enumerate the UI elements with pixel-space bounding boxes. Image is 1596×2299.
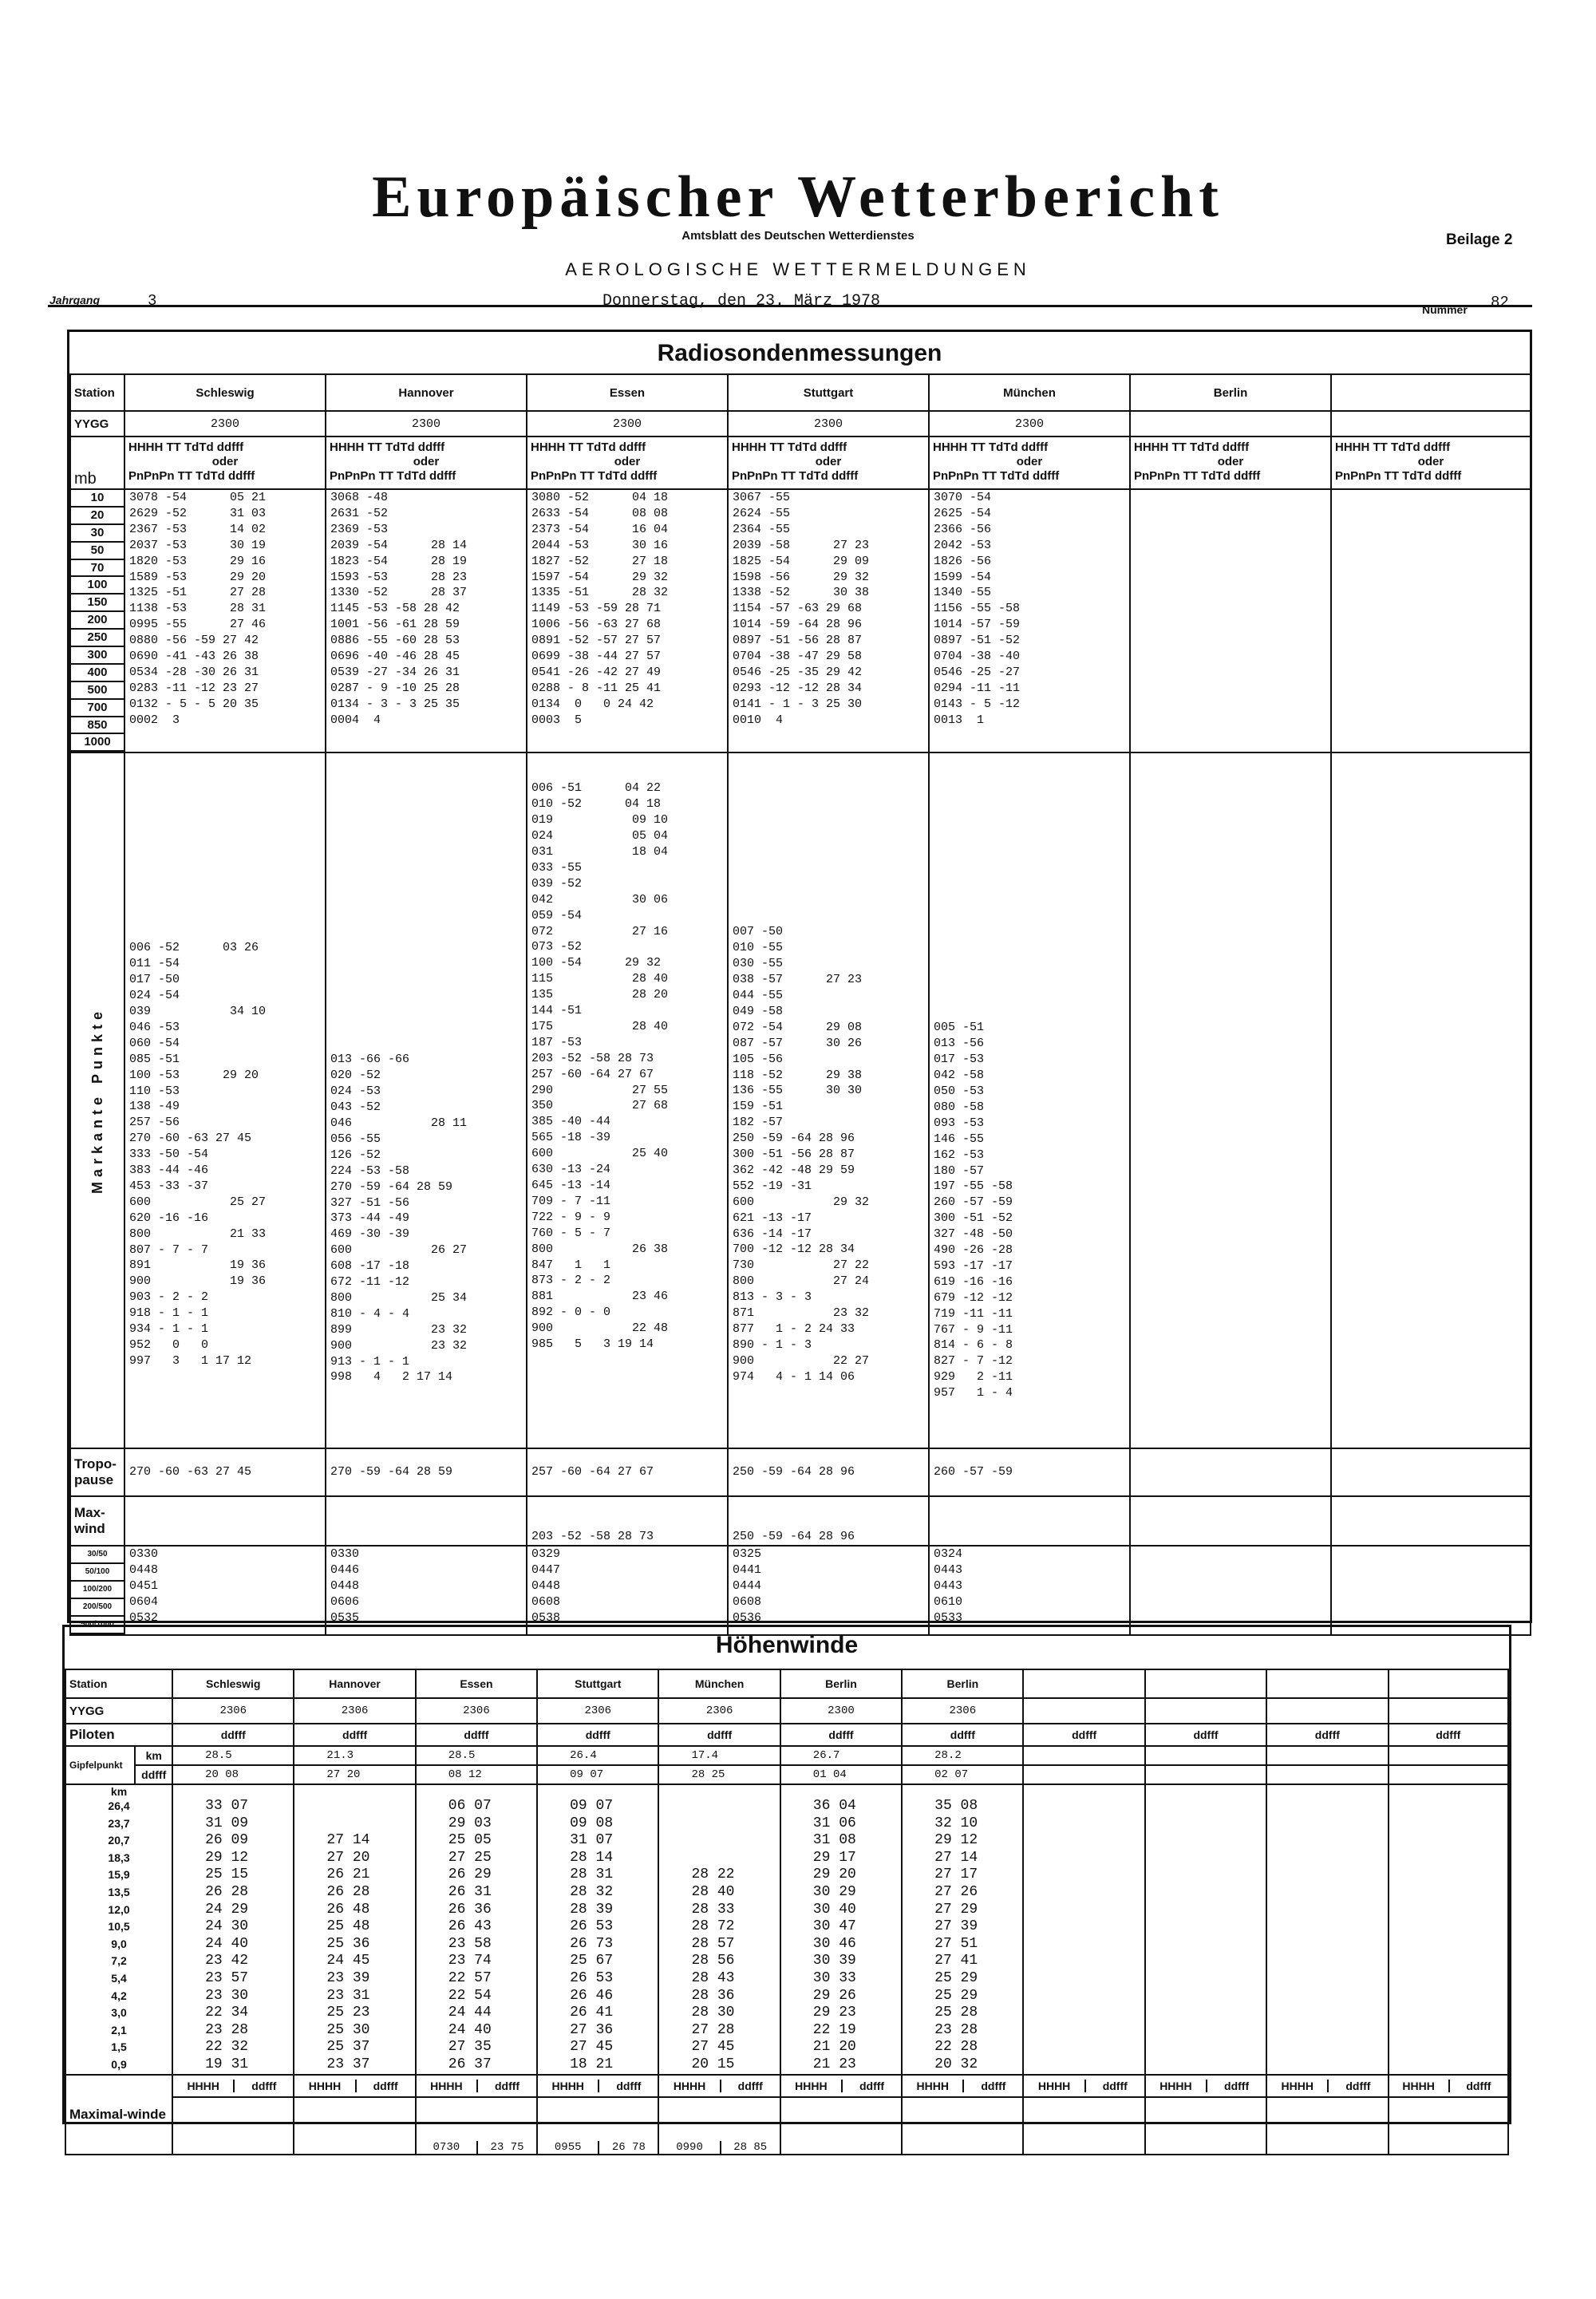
maximal-cell bbox=[658, 2097, 780, 2155]
gipfel-km bbox=[1023, 1746, 1144, 1765]
maximal-header bbox=[294, 2075, 415, 2097]
height-level: 20,7 bbox=[108, 1834, 130, 1847]
height-levels bbox=[65, 1784, 172, 2075]
km-label: km bbox=[110, 1785, 128, 1798]
gipfel-km bbox=[1266, 1746, 1388, 1765]
markante-label-cell bbox=[70, 753, 124, 1448]
level-label: 300 bbox=[71, 647, 124, 665]
maximal-cell bbox=[902, 2097, 1023, 2155]
gipfel-km: 28.2 bbox=[902, 1746, 1023, 1765]
station-name: Berlin bbox=[1130, 374, 1331, 411]
gipfel-km: 17.4 bbox=[658, 1746, 780, 1765]
jahrgang-value: 3 bbox=[148, 292, 157, 310]
ddfff-header: ddfff bbox=[1023, 1724, 1144, 1746]
gipfel-dd: 27 20 bbox=[294, 1765, 415, 1784]
gipfel-dd bbox=[1266, 1765, 1388, 1784]
tropopause-data bbox=[1331, 1448, 1531, 1496]
station-name: Stuttgart bbox=[728, 374, 929, 411]
issue-date: Donnerstag, den 23. März 1978 bbox=[602, 292, 881, 310]
tropopause-data: 257 -60 -64 27 67 bbox=[527, 1448, 728, 1496]
pressure-levels bbox=[70, 489, 124, 753]
nummer-value: 82 bbox=[1491, 294, 1509, 311]
tropopause-data: 270 -59 -64 28 59 bbox=[326, 1448, 527, 1496]
thickness-data: 0330 0446 0448 0606 0535 bbox=[326, 1546, 527, 1634]
wind-column: 09 07 09 08 31 07 28 14 28 31 28 32 28 39 26 53 26 73 25 67 26 53 26 46 26 41 27 36 27 45 18 21 bbox=[537, 1784, 658, 2075]
wind-column: 27 14 27 20 26 21 26 28 26 48 25 48 25 36 24 45 23 39 23 31 25 23 25 30 25 37 23 37 bbox=[294, 1784, 415, 2075]
radiosonde-panel bbox=[67, 330, 1532, 1629]
yygg-value: 2300 bbox=[527, 411, 728, 436]
standard-levels-data: 3068 -48 2631 -52 2369 -53 2039 -54 28 14 1823 -54 28 19 1593 -53 28 23 1330 -52 28 37 1145 -53 -58 28 42 1001 -56 -61 28 59 0886 -55 -60 28 53 0696 -40 -46 28 45 0539 -27 -34 26 31 0287 - 9 -10 25 28 0134 - 3 - 3 25 35 0004 4 bbox=[326, 489, 527, 753]
standard-levels-data: 3080 -52 04 18 2633 -54 08 08 2373 -54 16 04 2044 -53 30 16 1827 -52 27 18 1597 -54 29 32 1335 -51 28 32 1149 -53 -59 28 71 1006 -56 -63 27 68 0891 -52 -57 27 57 0699 -38 -44 27 57 0541 -26 -42 27 49 0288 - 8 -11 25 41 0134 0 0 24 42 0003 5 bbox=[527, 489, 728, 753]
thickness-data bbox=[1130, 1546, 1331, 1634]
wind-column: 06 07 29 03 25 05 27 25 26 29 26 31 26 36 26 43 23 58 23 74 22 57 22 54 24 44 24 40 27 35 26 37 bbox=[416, 1784, 537, 2075]
level-label: 700 bbox=[71, 700, 124, 717]
gipfel-km-label: km bbox=[135, 1746, 172, 1765]
subtitle: Amtsblatt des Deutschen Wetterdienstes bbox=[681, 229, 915, 243]
level-label: 1000 bbox=[71, 734, 124, 752]
maximal-hhhh: 0990 bbox=[659, 2141, 721, 2154]
gipfel-km: 28.5 bbox=[172, 1746, 294, 1765]
height-level: 23,7 bbox=[108, 1816, 130, 1830]
gipfel-dd: 20 08 bbox=[172, 1765, 294, 1784]
wind-yygg: 2300 bbox=[780, 1698, 902, 1724]
gipfel-dd: 01 04 bbox=[780, 1765, 902, 1784]
wind-yygg: 2306 bbox=[902, 1698, 1023, 1724]
column-header: HHHH TT TdTd ddfff oder PnPnPn TT TdTd ddfff bbox=[527, 436, 728, 489]
station-label: Station bbox=[70, 374, 124, 411]
ddfff-header: ddfff bbox=[1224, 2079, 1250, 2092]
gipfel-dd: 02 07 bbox=[902, 1765, 1023, 1784]
level-label: 150 bbox=[71, 595, 124, 612]
standard-levels-data bbox=[1130, 489, 1331, 753]
radiosonde-title: Radiosondenmessungen bbox=[657, 340, 942, 366]
station-name: Essen bbox=[527, 374, 728, 411]
height-level: 3,0 bbox=[111, 2006, 127, 2020]
wind-station: Hannover bbox=[294, 1669, 415, 1698]
ddfff-header: ddfff bbox=[251, 2079, 277, 2092]
yygg-value bbox=[1130, 411, 1331, 436]
level-label: 100 bbox=[71, 577, 124, 595]
page-title: Europäischer Wetterbericht bbox=[372, 164, 1224, 230]
level-label: 850 bbox=[71, 717, 124, 735]
station-name bbox=[1331, 374, 1531, 411]
wind-column: 33 07 31 09 26 09 29 12 25 15 26 28 24 29 24 30 24 40 23 42 23 57 23 30 22 34 23 28 22 32 19 31 bbox=[172, 1784, 294, 2075]
hoehenwinde-table bbox=[65, 1669, 1509, 2155]
thickness-label: 30/50 bbox=[71, 1546, 124, 1564]
maximal-ddfff: 23 75 bbox=[490, 2140, 524, 2154]
level-label: 250 bbox=[71, 630, 124, 647]
maximal-cell bbox=[780, 2097, 902, 2155]
hhhh-header: HHHH bbox=[1389, 2080, 1450, 2092]
gipfel-label: Gipfelpunkt bbox=[65, 1746, 135, 1784]
wind-station: München bbox=[658, 1669, 780, 1698]
ddfff-header: ddfff bbox=[780, 1724, 902, 1746]
level-label: 10 bbox=[71, 490, 124, 508]
height-level: 7,2 bbox=[111, 1954, 127, 1968]
beilage: Beilage 2 bbox=[1446, 231, 1513, 248]
maxwind-label: Max-wind bbox=[70, 1496, 124, 1546]
maxwind-data bbox=[929, 1496, 1130, 1546]
level-label: 500 bbox=[71, 682, 124, 700]
hhhh-header: HHHH bbox=[173, 2080, 235, 2092]
height-level: 0,9 bbox=[111, 2057, 127, 2071]
yygg-value: 2300 bbox=[728, 411, 929, 436]
column-header: HHHH TT TdTd ddfff oder PnPnPn TT TdTd ddfff bbox=[1130, 436, 1331, 489]
maximal-cell bbox=[1389, 2097, 1508, 2155]
thickness-data: 0325 0441 0444 0608 0536 bbox=[728, 1546, 929, 1634]
jahrgang-label: Jahrgang bbox=[49, 294, 101, 306]
column-header: HHHH TT TdTd ddfff oder PnPnPn TT TdTd ddfff bbox=[124, 436, 326, 489]
maximal-ddfff: 28 85 bbox=[733, 2140, 768, 2154]
column-header: HHHH TT TdTd ddfff oder PnPnPn TT TdTd ddfff bbox=[326, 436, 527, 489]
tropo-label: Tropo-pause bbox=[70, 1448, 124, 1496]
wind-yygg bbox=[1389, 1698, 1508, 1724]
maximal-header bbox=[537, 2075, 658, 2097]
hhhh-header: HHHH bbox=[538, 2080, 599, 2092]
thickness-label: 500/1000 bbox=[71, 1617, 124, 1634]
height-level: 26,4 bbox=[108, 1799, 130, 1812]
ddfff-header: ddfff bbox=[658, 1724, 780, 1746]
thickness-data bbox=[1331, 1546, 1531, 1634]
level-label: 400 bbox=[71, 665, 124, 682]
ddfff-header: ddfff bbox=[1389, 1724, 1508, 1746]
station-label: Station bbox=[65, 1669, 172, 1698]
gipfel-dd-label: ddfff bbox=[135, 1765, 172, 1784]
hhhh-header: HHHH bbox=[1267, 2080, 1329, 2092]
piloten-label: Piloten bbox=[65, 1724, 172, 1746]
wind-column: 36 04 31 06 31 08 29 17 29 20 30 29 30 40 30 47 30 46 30 39 30 33 29 26 29 23 22 19 21 20 21 23 bbox=[780, 1784, 902, 2075]
gipfel-dd bbox=[1023, 1765, 1144, 1784]
wind-column: 35 08 32 10 29 12 27 14 27 17 27 26 27 29 27 39 27 51 27 41 25 29 25 29 25 28 23 28 22 28 20 32 bbox=[902, 1784, 1023, 2075]
maximal-cell bbox=[416, 2097, 537, 2155]
wind-column bbox=[1389, 1784, 1508, 2075]
ddfff-header: ddfff bbox=[902, 1724, 1023, 1746]
wind-station: Berlin bbox=[780, 1669, 902, 1698]
height-level: 13,5 bbox=[108, 1885, 130, 1898]
significant-points-data bbox=[1130, 753, 1331, 1448]
hhhh-header: HHHH bbox=[294, 2080, 356, 2092]
maximal-cell bbox=[294, 2097, 415, 2155]
height-level: 10,5 bbox=[108, 1920, 130, 1934]
hhhh-header: HHHH bbox=[417, 2080, 478, 2092]
standard-levels-data: 3070 -54 2625 -54 2366 -56 2042 -53 1826 -56 1599 -54 1340 -55 1156 -55 -58 1014 -57 -59 0897 -51 -52 0704 -38 -40 0546 -25 -27 0294 -11 -11 0143 - 5 -12 0013 1 bbox=[929, 489, 1130, 753]
maxwind-data bbox=[124, 1496, 326, 1546]
thickness-label: 200/500 bbox=[71, 1599, 124, 1617]
yygg-label: YYGG bbox=[70, 411, 124, 436]
height-level: 9,0 bbox=[111, 1937, 127, 1950]
thickness-label: 100/200 bbox=[71, 1582, 124, 1599]
maximal-cell bbox=[537, 2097, 658, 2155]
markante-label: Markante Punkte bbox=[89, 1007, 105, 1195]
hhhh-header: HHHH bbox=[659, 2080, 721, 2092]
standard-levels-data: 3078 -54 05 21 2629 -52 31 03 2367 -53 14 02 2037 -53 30 19 1820 -53 29 16 1589 -53 29 20 1325 -51 27 28 1138 -53 28 31 0995 -55 27 46 0880 -56 -59 27 42 0690 -41 -43 26 38 0534 -28 -30 26 31 0283 -11 -12 23 27 0132 - 5 - 5 20 35 0002 3 bbox=[124, 489, 326, 753]
maximal-header bbox=[1266, 2075, 1388, 2097]
significant-points-data: 006 -51 04 22 010 -52 04 18 019 09 10 024 05 04 031 18 04 033 -55 039 -52 042 30 06 059 -54 072 27 16 073 -52 100 -54 29 32 115 28 40 135 28 20 144 -51 175 28 40 187 -53 203 -52 -58 28 73 257 -60 -64 27 67 290 27 55 350 27 68 385 -40 -44 565 -18 -39 600 25 40 630 -13 -24 645 -13 -14 709 - 7 -11 722 - 9 - 9 760 - 5 - 7 800 26 38 847 1 1 873 - 2 - 2 881 23 46 892 - 0 - 0 900 22 48 985 5 3 19 14 bbox=[527, 753, 728, 1448]
level-label: 200 bbox=[71, 612, 124, 630]
mb-label: mb bbox=[70, 436, 124, 489]
ddfff-header: ddfff bbox=[1266, 1724, 1388, 1746]
yygg-value: 2300 bbox=[326, 411, 527, 436]
tropopause-data: 250 -59 -64 28 96 bbox=[728, 1448, 929, 1496]
significant-points-data: 013 -66 -66 020 -52 024 -53 043 -52 046 28 11 056 -55 126 -52 224 -53 -58 270 -59 -64 28 59 327 -51 -56 373 -44 -49 469 -30 -39 600 26 27 608 -17 -18 672 -11 -12 800 25 34 810 - 4 - 4 899 23 32 900 23 32 913 - 1 - 1 998 4 2 17 14 bbox=[326, 753, 527, 1448]
ddfff-header: ddfff bbox=[981, 2079, 1006, 2092]
ddfff-header: ddfff bbox=[373, 2079, 398, 2092]
maximal-header bbox=[902, 2075, 1023, 2097]
significant-points-data bbox=[1331, 753, 1531, 1448]
maxwind-data: 250 -59 -64 28 96 bbox=[728, 1496, 929, 1546]
wind-yygg: 2306 bbox=[294, 1698, 415, 1724]
height-level: 18,3 bbox=[108, 1851, 130, 1864]
height-level: 12,0 bbox=[108, 1902, 130, 1916]
ddfff-header: ddfff bbox=[1345, 2079, 1371, 2092]
maximal-ddfff: 26 78 bbox=[611, 2140, 646, 2154]
gipfel-dd: 09 07 bbox=[537, 1765, 658, 1784]
maximal-hhhh: 0730 bbox=[417, 2141, 478, 2154]
gipfel-km: 28.5 bbox=[416, 1746, 537, 1765]
ddfff-header: ddfff bbox=[416, 1724, 537, 1746]
thickness-label: 50/100 bbox=[71, 1564, 124, 1582]
maximal-cell bbox=[1023, 2097, 1144, 2155]
wind-station: Schleswig bbox=[172, 1669, 294, 1698]
maximal-hhhh: 0955 bbox=[538, 2141, 599, 2154]
wind-column bbox=[1023, 1784, 1144, 2075]
column-header: HHHH TT TdTd ddfff oder PnPnPn TT TdTd ddfff bbox=[728, 436, 929, 489]
gipfel-km bbox=[1389, 1746, 1508, 1765]
ddfff-header: ddfff bbox=[859, 2079, 885, 2092]
wind-station bbox=[1266, 1669, 1388, 1698]
significant-points-data: 005 -51 013 -56 017 -53 042 -58 050 -53 080 -58 093 -53 146 -55 162 -53 180 -57 197 -55 -58 260 -57 -59 300 -51 -52 327 -48 -50 490 -26 -28 593 -17 -17 619 -16 -16 679 -12 -12 719 -11 -11 767 - 9 -11 814 - 6 - 8 827 - 7 -12 929 2 -11 957 1 - 4 bbox=[929, 753, 1130, 1448]
nummer-label: Nummer bbox=[1422, 303, 1468, 316]
maximal-header bbox=[416, 2075, 537, 2097]
thickness-data: 0324 0443 0443 0610 0533 bbox=[929, 1546, 1130, 1634]
wind-yygg bbox=[1023, 1698, 1144, 1724]
maxwind-data bbox=[1130, 1496, 1331, 1546]
tropopause-data bbox=[1130, 1448, 1331, 1496]
wind-column: 28 22 28 40 28 33 28 72 28 57 28 56 28 43 28 36 28 30 27 28 27 45 20 15 bbox=[658, 1784, 780, 2075]
ddfff-header: ddfff bbox=[1102, 2079, 1128, 2092]
maximal-header bbox=[780, 2075, 902, 2097]
maximal-label: Maximal-winde bbox=[65, 2075, 172, 2155]
height-level: 15,9 bbox=[108, 1868, 130, 1882]
level-label: 50 bbox=[71, 543, 124, 560]
hhhh-header: HHHH bbox=[1024, 2080, 1085, 2092]
gipfel-km bbox=[1145, 1746, 1266, 1765]
gipfel-dd bbox=[1389, 1765, 1508, 1784]
ddfff-header: ddfff bbox=[616, 2079, 642, 2092]
tropopause-data: 270 -60 -63 27 45 bbox=[124, 1448, 326, 1496]
section-heading: AEROLOGISCHE WETTERMELDUNGEN bbox=[565, 259, 1031, 279]
ddfff-header: ddfff bbox=[1466, 2079, 1491, 2092]
maxwind-data bbox=[1331, 1496, 1531, 1546]
significant-points-data: 007 -50 010 -55 030 -55 038 -57 27 23 044 -55 049 -58 072 -54 29 08 087 -57 30 26 105 -56 118 -52 29 38 136 -55 30 30 159 -51 182 -57 250 -59 -64 28 96 300 -51 -56 28 87 362 -42 -48 29 59 552 -19 -31 600 29 32 621 -13 -17 636 -14 -17 700 -12 -12 28 34 730 27 22 800 27 24 813 - 3 - 3 871 23 32 877 1 - 2 24 33 890 - 1 - 3 900 22 27 974 4 - 1 14 06 bbox=[728, 753, 929, 1448]
maximal-header bbox=[1389, 2075, 1508, 2097]
hoehenwinde-title: Höhenwinde bbox=[715, 1632, 859, 1658]
height-level: 4,2 bbox=[111, 1989, 127, 2002]
wind-column bbox=[1145, 1784, 1266, 2075]
maximal-cell bbox=[1266, 2097, 1388, 2155]
thickness-data: 0329 0447 0448 0608 0538 bbox=[527, 1546, 728, 1634]
maximal-header bbox=[1145, 2075, 1266, 2097]
gipfel-km: 26.4 bbox=[537, 1746, 658, 1765]
maximal-header bbox=[658, 2075, 780, 2097]
maxwind-data: 203 -52 -58 28 73 bbox=[527, 1496, 728, 1546]
height-level: 1,5 bbox=[111, 2040, 127, 2054]
ddfff-header: ddfff bbox=[494, 2079, 520, 2092]
gipfel-km: 26.7 bbox=[780, 1746, 902, 1765]
yygg-label: YYGG bbox=[65, 1698, 172, 1724]
ddfff-header: ddfff bbox=[294, 1724, 415, 1746]
hhhh-header: HHHH bbox=[1146, 2080, 1207, 2092]
station-name: Schleswig bbox=[124, 374, 326, 411]
maximal-cell bbox=[1145, 2097, 1266, 2155]
maximal-header bbox=[1023, 2075, 1144, 2097]
wind-yygg bbox=[1145, 1698, 1266, 1724]
height-level: 5,4 bbox=[111, 1971, 127, 1985]
wind-yygg: 2306 bbox=[658, 1698, 780, 1724]
yygg-value: 2300 bbox=[124, 411, 326, 436]
radiosonde-table bbox=[69, 373, 1531, 1636]
thickness-data: 0330 0448 0451 0604 0532 bbox=[124, 1546, 326, 1634]
ddfff-header: ddfff bbox=[537, 1724, 658, 1746]
wind-station bbox=[1145, 1669, 1266, 1698]
maximal-header bbox=[172, 2075, 294, 2097]
level-label: 30 bbox=[71, 525, 124, 543]
wind-yygg: 2306 bbox=[416, 1698, 537, 1724]
tropopause-data: 260 -57 -59 bbox=[929, 1448, 1130, 1496]
thickness-levels bbox=[70, 1546, 124, 1634]
wind-station: Berlin bbox=[902, 1669, 1023, 1698]
level-label: 20 bbox=[71, 508, 124, 525]
ddfff-header: ddfff bbox=[1145, 1724, 1266, 1746]
significant-points-data: 006 -52 03 26 011 -54 017 -50 024 -54 039 34 10 046 -53 060 -54 085 -51 100 -53 29 20 110 -53 138 -49 257 -56 270 -60 -63 27 45 333 -50 -54 383 -44 -46 453 -33 -37 600 25 27 620 -16 -16 800 21 33 807 - 7 - 7 891 19 36 900 19 36 903 - 2 - 2 918 - 1 - 1 934 - 1 - 1 952 0 0 997 3 1 17 12 bbox=[124, 753, 326, 1448]
wind-station: Stuttgart bbox=[537, 1669, 658, 1698]
hhhh-header: HHHH bbox=[903, 2080, 964, 2092]
yygg-value: 2300 bbox=[929, 411, 1130, 436]
wind-station bbox=[1389, 1669, 1508, 1698]
gipfel-dd: 08 12 bbox=[416, 1765, 537, 1784]
hoehenwinde-panel bbox=[62, 1625, 1511, 2154]
wind-station: Essen bbox=[416, 1669, 537, 1698]
height-level: 2,1 bbox=[111, 2023, 127, 2036]
level-label: 70 bbox=[71, 560, 124, 578]
maxwind-data bbox=[326, 1496, 527, 1546]
hhhh-header: HHHH bbox=[781, 2080, 843, 2092]
wind-yygg: 2306 bbox=[537, 1698, 658, 1724]
station-name: Hannover bbox=[326, 374, 527, 411]
wind-yygg: 2306 bbox=[172, 1698, 294, 1724]
wind-station bbox=[1023, 1669, 1144, 1698]
wind-yygg bbox=[1266, 1698, 1388, 1724]
station-name: München bbox=[929, 374, 1130, 411]
gipfel-dd bbox=[1145, 1765, 1266, 1784]
maximal-cell bbox=[172, 2097, 294, 2155]
yygg-value bbox=[1331, 411, 1531, 436]
standard-levels-data: 3067 -55 2624 -55 2364 -55 2039 -58 27 23 1825 -54 29 09 1598 -56 29 32 1338 -52 30 38 1154 -57 -63 29 68 1014 -59 -64 28 96 0897 -51 -56 28 87 0704 -38 -47 29 58 0546 -25 -35 29 42 0293 -12 -12 28 34 0141 - 1 - 3 25 30 0010 4 bbox=[728, 489, 929, 753]
column-header: HHHH TT TdTd ddfff oder PnPnPn TT TdTd ddfff bbox=[929, 436, 1130, 489]
ddfff-header: ddfff bbox=[172, 1724, 294, 1746]
ddfff-header: ddfff bbox=[737, 2079, 763, 2092]
gipfel-km: 21.3 bbox=[294, 1746, 415, 1765]
column-header: HHHH TT TdTd ddfff oder PnPnPn TT TdTd ddfff bbox=[1331, 436, 1531, 489]
gipfel-dd: 28 25 bbox=[658, 1765, 780, 1784]
standard-levels-data bbox=[1331, 489, 1531, 753]
wind-column bbox=[1266, 1784, 1388, 2075]
